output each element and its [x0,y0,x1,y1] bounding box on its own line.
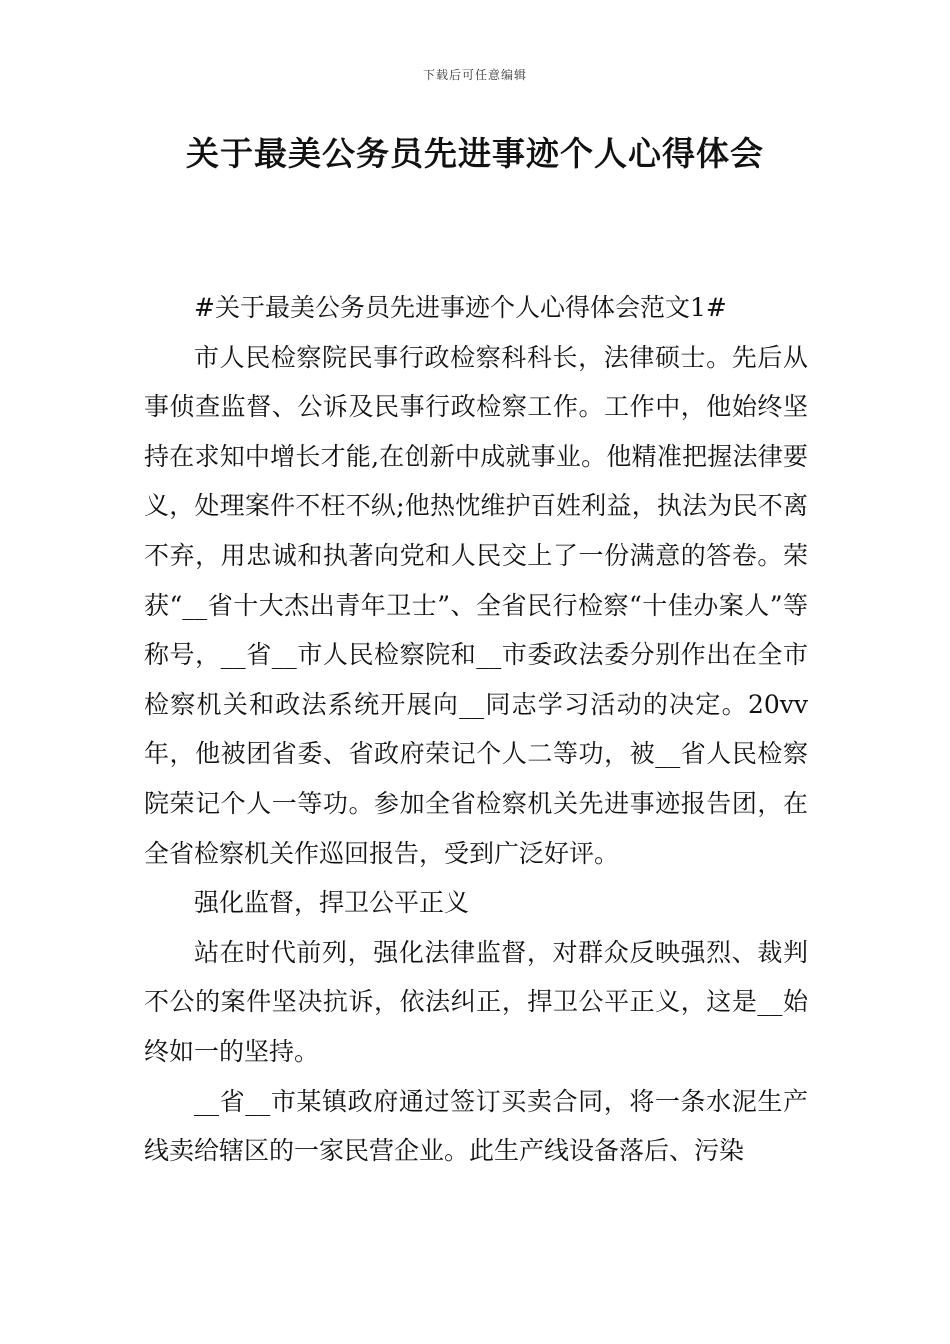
body-paragraph: 市人民检察院民事行政检察科科长，法律硕士。先后从事侦查监督、公诉及民事行政检察工作。工作中，他始终坚持在求知中增长才能,在创新中成就事业。他精准把握法律要义，处理案件不枉不纵;他热忱维护百姓利益，执法为民不离不弃，用忠诚和执著向党和人民交上了一份满意的答卷。荣获“__省十大杰出青年卫士”、全省民行检察“十佳办案人”等称号，__省__市人民检察院和__市委政法委分别作出在全市检察机关和政法系统开展向__同志学习活动的决定。20vv年，他被团省委、省政府荣记个人二等功，被__省人民检察院荣记个人一等功。参加全省检察机关先进事迹报告团，在全省检察机关作巡回报告，受到广泛好评。 [144,342,808,868]
body-paragraph: __省__市某镇政府通过签订买卖合同，将一条水泥生产线卖给辖区的一家民营企业。此生产线设备落后、污染 [144,1086,808,1166]
body-paragraph: 站在时代前列，强化法律监督，对群众反映强烈、裁判不公的案件坚决抗诉，依法纠正，捍卫公平正义，这是__始终如一的坚持。 [144,937,808,1066]
section-heading: #关于最美公务员先进事迹个人心得体会范文1# [194,293,727,322]
subheading: 强化监督，捍卫公平正义 [194,888,470,918]
document-body [144,283,808,1176]
header-note: 下载后可任意编辑 [422,68,527,82]
document-title: 关于最美公务员先进事迹个人心得体会 [186,134,764,173]
